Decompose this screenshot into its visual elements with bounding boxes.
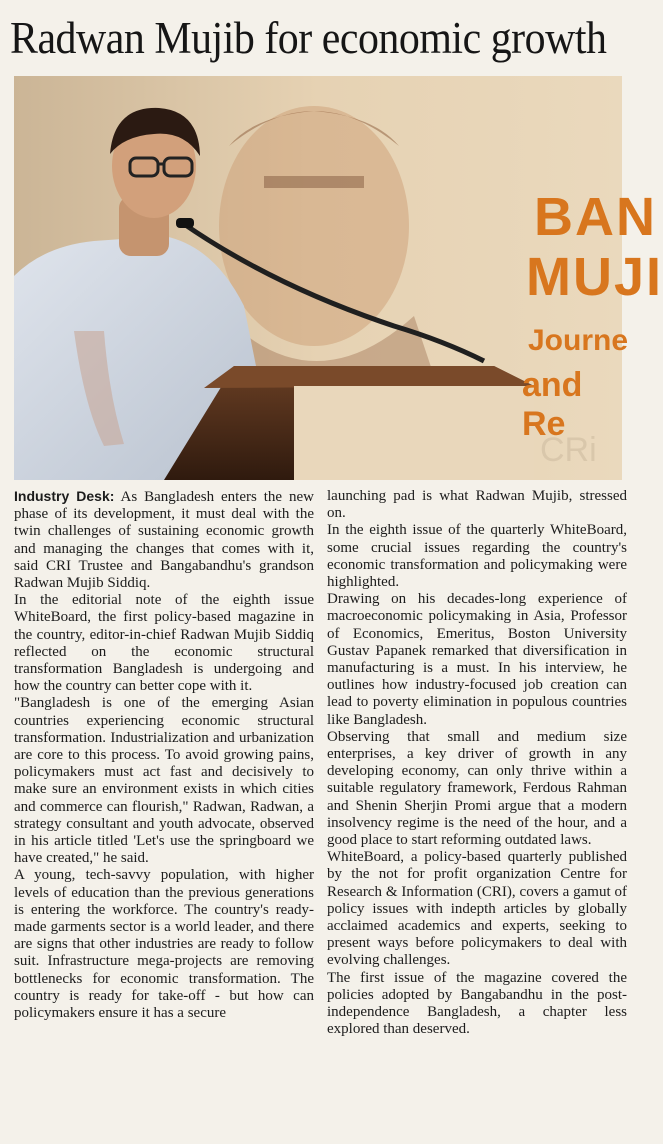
paragraph: The first issue of the magazine covered the policies adopted by Bangabandhu in the post-independence Bangladesh, a chapter less explored than deserved. bbox=[327, 969, 627, 1038]
backdrop-logo: CRi bbox=[540, 431, 597, 469]
lead-label: Industry Desk: bbox=[14, 488, 115, 504]
column-left bbox=[14, 488, 314, 1022]
article-photo bbox=[14, 76, 663, 480]
paragraph-text: As Bangladesh enters the new phase of its development, it must deal with the twin challenges of sustaining economic growth and managing the changes that comes with it, said CRI Trustee and Bangabandhu's grandson Radwan Mujib Siddiq. bbox=[14, 489, 314, 592]
paragraph: Drawing on his decades-long experience of macroeconomic policymaking in Asia, Professor of Economics, Emeritus, Boston University Gustav Papanek remarked that diversification in manufacturing is a must. In his interview, he outlines how industry-focused job creation can lead to poverty elimination in populous countries like Bangladesh. bbox=[327, 591, 627, 728]
paragraph: WhiteBoard, a policy-based quarterly published by the not for profit organization Centre for Research & Information (CRI), covers a gamut of policy issues with indepth articles by globally acclaimed academics and experts, seeking to present ways before policymakers to deal with evolving challenges. bbox=[327, 849, 627, 969]
headline: Radwan Mujib for economic growth bbox=[10, 13, 607, 63]
column-right bbox=[327, 488, 627, 1039]
paragraph: "Bangladesh is one of the emerging Asian countries experiencing economic structural transformation. Industrialization and urbanization are core to this process. To avoid growing pains, policymakers must act fast and decisively to make sure an environment exists in which cities and commerce can flourish," Radwan, Radwan, a strategy consultant and youth advocate, observed in his article titled 'Let's use the springboard we have created," he said. bbox=[14, 695, 314, 867]
paragraph: A young, tech-savvy population, with higher levels of education than the previous generations is entering the workforce. The country's ready-made garments sector is a world leader, and there are signs that other industries are ready to follow suit. Infrastructure mega-projects are removing bottlenecks for economic transformation. The country is ready for take-off - but how can policymakers ensure it has a secure bbox=[14, 867, 314, 1022]
paragraph: In the editorial note of the eighth issue WhiteBoard, the first policy-based magazine in the country, editor-in-chief Radwan Mujib Siddiq reflected on the economic structural transformation Bangladesh is undergoing and how the country can better cope with it. bbox=[14, 592, 314, 695]
paragraph: launching pad is what Radwan Mujib, stressed on. bbox=[327, 488, 627, 522]
backdrop-text-line2: MUJI bbox=[526, 247, 663, 307]
paragraph bbox=[14, 488, 314, 592]
backdrop-text-line1: BAN bbox=[534, 187, 657, 247]
backdrop-text-line4: and Re bbox=[522, 366, 583, 443]
paragraph: In the eighth issue of the quarterly WhiteBoard, some crucial issues regarding the country's economic transformation and policymaking were highlighted. bbox=[327, 522, 627, 591]
paragraph: Observing that small and medium size enterprises, a key driver of growth in any developing economy, can only thrive within a suitable regulatory framework, Ferdous Rahman and Shenin Sherjin Promi argue that a modern insolvency regime is the need of the hour, and a good place to start reforming outdated laws. bbox=[327, 728, 627, 849]
backdrop-text-line3: Journe bbox=[528, 324, 629, 357]
